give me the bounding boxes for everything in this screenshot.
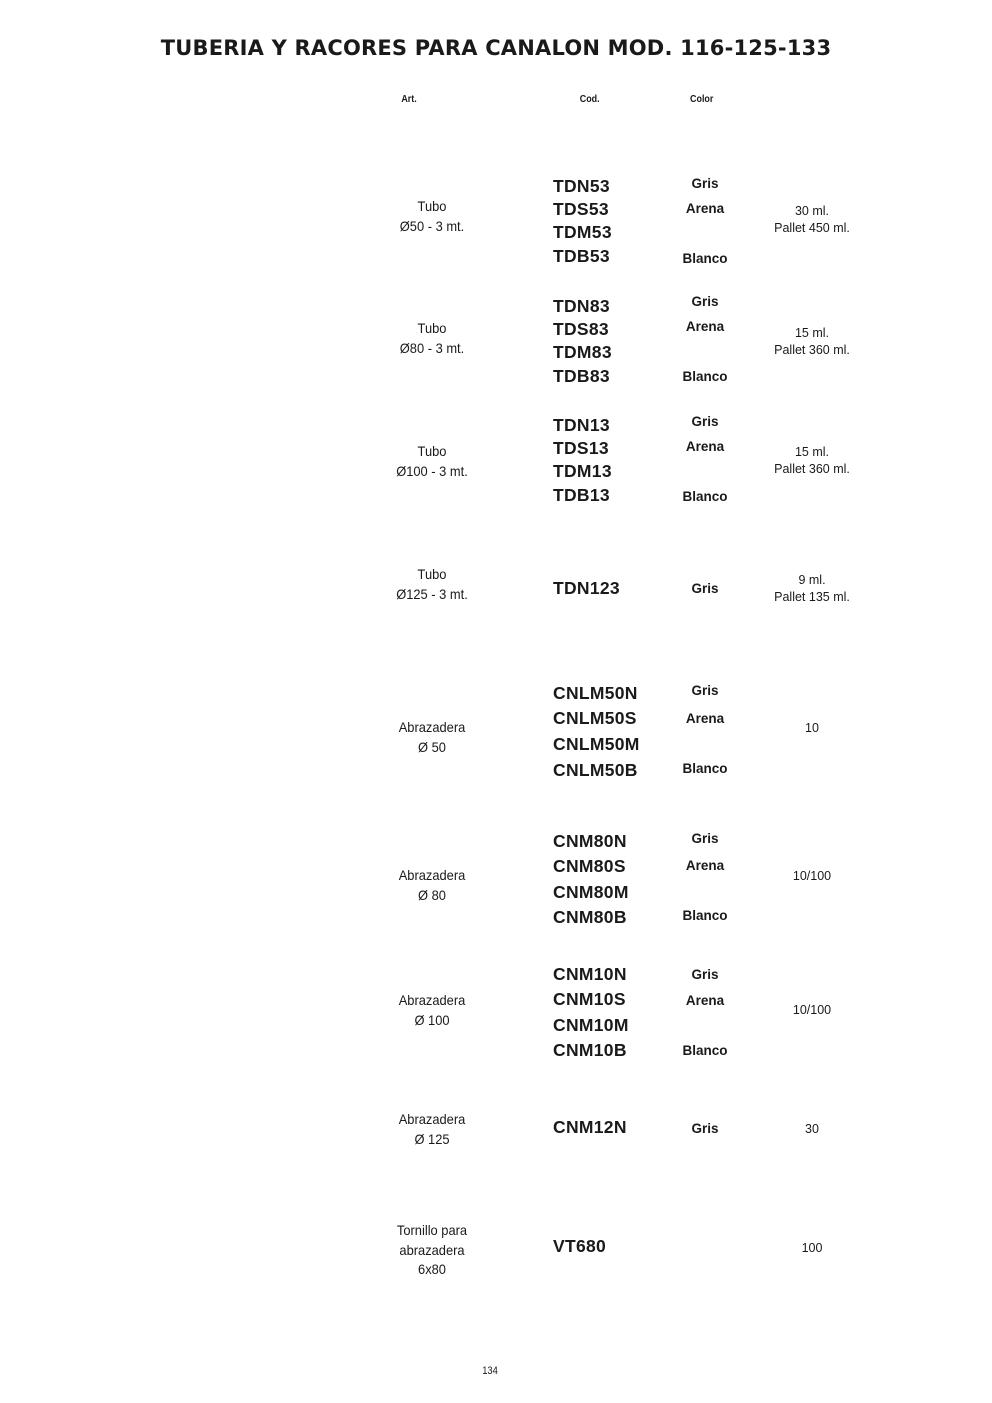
- article-line: Tubo: [417, 320, 447, 336]
- color-label: Arena: [685, 439, 725, 454]
- product-code: TDM83: [553, 342, 612, 362]
- packaging-quantity: [752, 203, 872, 237]
- packaging-quantity: [752, 720, 872, 737]
- article-line: Tubo: [417, 566, 447, 582]
- packaging-quantity: [752, 868, 872, 885]
- article-line: Abrazadera: [398, 719, 466, 735]
- quantity-line: 15 ml.: [794, 326, 830, 340]
- color-label: Blanco: [682, 369, 728, 384]
- article-description: [368, 442, 497, 481]
- quantity-line: 30: [805, 1122, 819, 1136]
- quantity-line: Pallet 360 ml.: [774, 462, 850, 476]
- packaging-quantity: [752, 1240, 872, 1257]
- color-label: Blanco: [682, 489, 728, 504]
- packaging-quantity: [752, 325, 872, 359]
- color-label: Arena: [685, 858, 725, 873]
- packaging-quantity: [752, 1121, 872, 1138]
- color-label: Gris: [691, 967, 719, 982]
- product-code: TDM13: [553, 461, 612, 481]
- article-description: [368, 1221, 497, 1280]
- product-code: CNLM50B: [553, 760, 638, 780]
- quantity-line: Pallet 135 ml.: [774, 590, 850, 604]
- color-label: Gris: [691, 831, 719, 846]
- article-description: [368, 197, 497, 236]
- article-line: abrazadera: [399, 1241, 465, 1258]
- quantity-line: 30 ml.: [794, 204, 830, 218]
- color-label: Arena: [685, 993, 725, 1008]
- color-label: Gris: [691, 683, 719, 698]
- color-label: Arena: [685, 711, 725, 726]
- header-art: Art.: [401, 93, 417, 105]
- product-code: TDS53: [553, 199, 609, 219]
- article-line: Ø125 - 3 mt.: [396, 585, 468, 602]
- color-label: Arena: [685, 319, 725, 334]
- product-code: CNM10N: [553, 964, 627, 984]
- article-line: Abrazadera: [398, 992, 466, 1008]
- quantity-line: 10/100: [792, 1003, 832, 1017]
- color-label: Gris: [691, 176, 719, 191]
- header-color: Color: [690, 93, 714, 105]
- product-code: CNM12N: [553, 1117, 627, 1137]
- color-label: Blanco: [682, 761, 728, 776]
- product-code: VT680: [553, 1236, 607, 1256]
- article-line: Abrazadera: [398, 1111, 466, 1127]
- article-line: 6x80: [418, 1261, 446, 1277]
- color-label: Blanco: [682, 908, 728, 923]
- quantity-line: 9 ml.: [798, 573, 826, 587]
- product-code: CNM10B: [553, 1040, 627, 1060]
- article-line: Abrazadera: [398, 867, 466, 883]
- article-description: [368, 866, 497, 905]
- product-code: CNM80M: [553, 882, 629, 902]
- color-label: Blanco: [682, 1043, 728, 1058]
- product-code: CNLM50S: [553, 708, 637, 728]
- packaging-quantity: [752, 1002, 872, 1019]
- product-code: TDS83: [553, 319, 609, 339]
- product-code: CNM80N: [553, 831, 627, 851]
- product-code: TDB13: [553, 485, 610, 505]
- product-code: TDN83: [553, 296, 610, 316]
- quantity-line: 100: [801, 1241, 823, 1255]
- color-label: Gris: [691, 581, 719, 596]
- color-label: Blanco: [682, 251, 728, 266]
- product-code: TDN13: [553, 415, 610, 435]
- product-code: CNLM50M: [553, 734, 640, 754]
- color-label: Arena: [685, 201, 725, 216]
- article-line: Ø 50: [418, 738, 446, 755]
- product-code: CNM10S: [553, 989, 626, 1009]
- color-label: Gris: [691, 1121, 719, 1136]
- product-code: TDN53: [553, 176, 610, 196]
- quantity-line: 10: [805, 721, 819, 735]
- article-description: [368, 718, 497, 757]
- color-label: Gris: [691, 414, 719, 429]
- article-line: Ø100 - 3 mt.: [396, 462, 468, 479]
- article-description: [368, 565, 497, 604]
- quantity-line: 10/100: [792, 869, 832, 883]
- product-code: TDB83: [553, 366, 610, 386]
- product-code: TDN123: [553, 578, 620, 598]
- product-code: CNLM50N: [553, 683, 638, 703]
- article-line: Tornillo para: [396, 1222, 468, 1238]
- header-cod: Cod.: [579, 93, 600, 105]
- article-description: [368, 1110, 497, 1149]
- article-line: Tubo: [417, 198, 447, 214]
- article-line: Ø 100: [414, 1011, 450, 1028]
- product-code: CNM80S: [553, 856, 626, 876]
- color-label: Gris: [691, 294, 719, 309]
- quantity-line: Pallet 360 ml.: [774, 343, 850, 357]
- product-code: TDB53: [553, 246, 610, 266]
- article-line: Ø 80: [418, 886, 446, 903]
- product-code: TDS13: [553, 438, 609, 458]
- product-code: TDM53: [553, 222, 612, 242]
- product-code: CNM10M: [553, 1015, 629, 1035]
- quantity-line: Pallet 450 ml.: [774, 221, 850, 235]
- page-number: 134: [482, 1365, 498, 1377]
- article-line: Ø 125: [414, 1130, 450, 1147]
- article-line: Ø80 - 3 mt.: [399, 339, 465, 356]
- article-line: Tubo: [417, 443, 447, 459]
- article-description: [368, 319, 497, 358]
- packaging-quantity: [752, 572, 872, 606]
- packaging-quantity: [752, 444, 872, 478]
- product-code: CNM80B: [553, 907, 627, 927]
- article-line: Ø50 - 3 mt.: [399, 217, 465, 234]
- quantity-line: 15 ml.: [794, 445, 830, 459]
- article-description: [368, 991, 497, 1030]
- page-title: TUBERIA Y RACORES PARA CANALON MOD. 116-125-133: [160, 36, 832, 60]
